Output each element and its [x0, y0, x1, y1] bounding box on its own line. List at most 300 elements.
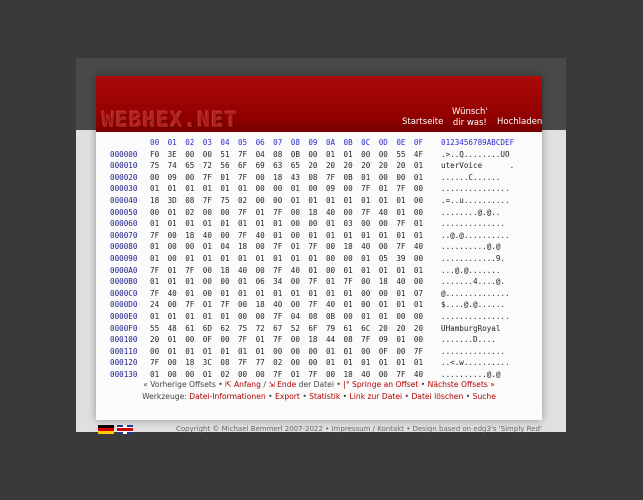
- byte-cell[interactable]: 00: [290, 277, 300, 287]
- byte-cell[interactable]: 40: [413, 369, 424, 379]
- byte-cell[interactable]: 18: [343, 369, 353, 379]
- byte-cell[interactable]: 01: [308, 195, 318, 205]
- byte-cell[interactable]: 01: [343, 346, 353, 356]
- byte-cell[interactable]: 00: [308, 358, 318, 368]
- byte-cell[interactable]: 01: [343, 149, 353, 159]
- site-logo[interactable]: WEBHEX.NET: [102, 108, 239, 132]
- byte-cell[interactable]: 39: [396, 253, 406, 263]
- byte-cell[interactable]: F0: [150, 149, 160, 159]
- byte-cell[interactable]: 01: [396, 335, 406, 345]
- byte-cell[interactable]: 01: [343, 265, 353, 275]
- byte-cell[interactable]: 01: [273, 253, 283, 263]
- byte-cell[interactable]: 01: [255, 335, 265, 345]
- byte-cell[interactable]: 40: [167, 288, 177, 298]
- byte-cell[interactable]: 43: [290, 172, 300, 182]
- byte-cell[interactable]: 01: [255, 288, 265, 298]
- byte-cell[interactable]: 01: [325, 230, 336, 240]
- byte-cell[interactable]: 3E: [167, 149, 177, 159]
- byte-cell[interactable]: 08: [308, 311, 318, 321]
- byte-cell[interactable]: 75: [150, 161, 160, 171]
- tool-search-link[interactable]: Suche: [472, 391, 496, 401]
- byte-cell[interactable]: 40: [255, 230, 265, 240]
- byte-cell[interactable]: 0F: [202, 335, 212, 345]
- byte-cell[interactable]: 00: [396, 172, 406, 182]
- byte-cell[interactable]: 01: [150, 242, 160, 252]
- byte-cell[interactable]: 00: [150, 346, 160, 356]
- byte-cell[interactable]: 00: [237, 300, 248, 310]
- byte-cell[interactable]: 69: [255, 161, 265, 171]
- byte-cell[interactable]: 01: [325, 346, 336, 356]
- byte-cell[interactable]: 00: [150, 172, 160, 182]
- byte-cell[interactable]: 01: [237, 253, 248, 263]
- byte-cell[interactable]: 01: [150, 184, 160, 194]
- byte-cell[interactable]: 01: [273, 288, 283, 298]
- byte-cell[interactable]: 6C: [361, 323, 371, 333]
- byte-cell[interactable]: 01: [378, 300, 388, 310]
- byte-cell[interactable]: 00: [413, 195, 424, 205]
- byte-cell[interactable]: 7F: [237, 335, 248, 345]
- byte-cell[interactable]: 40: [361, 242, 371, 252]
- byte-cell[interactable]: 01: [220, 172, 230, 182]
- byte-cell[interactable]: 01: [185, 346, 195, 356]
- byte-cell[interactable]: 02: [273, 358, 283, 368]
- byte-cell[interactable]: 00: [413, 311, 424, 321]
- byte-cell[interactable]: 40: [290, 265, 300, 275]
- byte-cell[interactable]: 20: [361, 161, 371, 171]
- byte-cell[interactable]: 7F: [237, 172, 248, 182]
- byte-cell[interactable]: 20: [396, 323, 406, 333]
- byte-cell[interactable]: 72: [202, 161, 212, 171]
- byte-cell[interactable]: 3C: [202, 358, 212, 368]
- byte-cell[interactable]: 7F: [308, 369, 318, 379]
- byte-cell[interactable]: 72: [255, 323, 265, 333]
- byte-cell[interactable]: 00: [167, 253, 177, 263]
- byte-cell[interactable]: 20: [325, 161, 336, 171]
- byte-cell[interactable]: 08: [343, 335, 353, 345]
- byte-cell[interactable]: 00: [343, 311, 353, 321]
- byte-cell[interactable]: 01: [343, 288, 353, 298]
- byte-cell[interactable]: 00: [220, 207, 230, 217]
- nav-hochladen[interactable]: Hochladen: [497, 117, 543, 127]
- byte-cell[interactable]: 01: [325, 358, 336, 368]
- byte-cell[interactable]: 01: [378, 195, 388, 205]
- byte-cell[interactable]: 01: [396, 207, 406, 217]
- byte-cell[interactable]: 09: [167, 172, 177, 182]
- byte-cell[interactable]: 00: [290, 335, 300, 345]
- byte-cell[interactable]: 01: [150, 369, 160, 379]
- byte-cell[interactable]: 00: [361, 300, 371, 310]
- byte-cell[interactable]: 01: [167, 265, 177, 275]
- byte-cell[interactable]: 00: [255, 311, 265, 321]
- byte-cell[interactable]: 01: [273, 219, 283, 229]
- byte-cell[interactable]: 00: [343, 184, 353, 194]
- nav-startseite[interactable]: Startseite: [402, 117, 444, 127]
- byte-cell[interactable]: 01: [237, 219, 248, 229]
- prev-offsets-link[interactable]: « Vorherige Offsets: [143, 380, 216, 389]
- byte-cell[interactable]: 00: [308, 184, 318, 194]
- byte-cell[interactable]: 56: [220, 161, 230, 171]
- byte-cell[interactable]: 62: [220, 323, 230, 333]
- byte-cell[interactable]: 01: [413, 219, 424, 229]
- byte-cell[interactable]: 01: [378, 265, 388, 275]
- byte-cell[interactable]: 01: [396, 300, 406, 310]
- byte-cell[interactable]: 00: [413, 207, 424, 217]
- byte-cell[interactable]: 01: [413, 172, 424, 182]
- byte-cell[interactable]: 67: [273, 323, 283, 333]
- byte-cell[interactable]: 00: [290, 207, 300, 217]
- byte-cell[interactable]: 01: [150, 311, 160, 321]
- byte-cell[interactable]: 40: [361, 369, 371, 379]
- byte-cell[interactable]: 08: [273, 149, 283, 159]
- byte-cell[interactable]: 01: [185, 288, 195, 298]
- byte-cell[interactable]: 7F: [220, 300, 230, 310]
- byte-cell[interactable]: 00: [325, 253, 336, 263]
- byte-cell[interactable]: 7F: [273, 369, 283, 379]
- byte-cell[interactable]: 01: [202, 219, 212, 229]
- byte-cell[interactable]: 02: [185, 207, 195, 217]
- byte-cell[interactable]: 18: [237, 242, 248, 252]
- byte-cell[interactable]: 55: [150, 323, 160, 333]
- byte-cell[interactable]: 01: [343, 195, 353, 205]
- byte-cell[interactable]: 01: [237, 277, 248, 287]
- byte-cell[interactable]: 00: [255, 172, 265, 182]
- tool-delete-file-link[interactable]: Datei löschen: [411, 391, 464, 401]
- byte-cell[interactable]: 7F: [273, 311, 283, 321]
- byte-cell[interactable]: 01: [378, 358, 388, 368]
- tool-file-info-link[interactable]: Datei-Informationen: [189, 391, 266, 401]
- byte-cell[interactable]: 20: [308, 161, 318, 171]
- byte-cell[interactable]: 01: [413, 230, 424, 240]
- byte-cell[interactable]: 01: [308, 230, 318, 240]
- byte-cell[interactable]: 6F: [237, 161, 248, 171]
- byte-cell[interactable]: 00: [255, 265, 265, 275]
- byte-cell[interactable]: 00: [361, 149, 371, 159]
- byte-cell[interactable]: 18: [185, 358, 195, 368]
- byte-cell[interactable]: 00: [202, 277, 212, 287]
- byte-cell[interactable]: 01: [361, 265, 371, 275]
- byte-cell[interactable]: 04: [290, 311, 300, 321]
- byte-cell[interactable]: 7F: [308, 277, 318, 287]
- byte-cell[interactable]: 7F: [396, 219, 406, 229]
- byte-cell[interactable]: 07: [413, 288, 424, 298]
- byte-cell[interactable]: 01: [202, 311, 212, 321]
- byte-cell[interactable]: 00: [255, 184, 265, 194]
- byte-cell[interactable]: 01: [185, 184, 195, 194]
- byte-cell[interactable]: 03: [343, 219, 353, 229]
- byte-cell[interactable]: 01: [202, 242, 212, 252]
- byte-cell[interactable]: 00: [325, 369, 336, 379]
- byte-cell[interactable]: 00: [185, 369, 195, 379]
- byte-cell[interactable]: 00: [361, 219, 371, 229]
- byte-cell[interactable]: 02: [237, 195, 248, 205]
- byte-cell[interactable]: 01: [202, 184, 212, 194]
- byte-cell[interactable]: 7F: [361, 207, 371, 217]
- byte-cell[interactable]: 7F: [396, 242, 406, 252]
- byte-cell[interactable]: 0F: [378, 346, 388, 356]
- byte-cell[interactable]: 00: [308, 149, 318, 159]
- byte-cell[interactable]: 01: [290, 253, 300, 263]
- byte-cell[interactable]: 01: [290, 195, 300, 205]
- byte-cell[interactable]: 7F: [237, 149, 248, 159]
- english-flag-icon[interactable]: [117, 425, 133, 434]
- byte-cell[interactable]: 61: [343, 323, 353, 333]
- byte-cell[interactable]: 00: [255, 242, 265, 252]
- byte-cell[interactable]: 00: [361, 288, 371, 298]
- byte-cell[interactable]: 01: [290, 369, 300, 379]
- byte-cell[interactable]: 7F: [150, 230, 160, 240]
- byte-cell[interactable]: 65: [185, 161, 195, 171]
- byte-cell[interactable]: 00: [378, 172, 388, 182]
- byte-cell[interactable]: 74: [167, 161, 177, 171]
- byte-cell[interactable]: 00: [413, 335, 424, 345]
- byte-cell[interactable]: 01: [167, 277, 177, 287]
- byte-cell[interactable]: 7F: [185, 300, 195, 310]
- jump-to-offset-link[interactable]: |° Springe an Offset: [343, 380, 419, 389]
- next-offsets-link[interactable]: Nächste Offsets »: [427, 380, 495, 389]
- byte-cell[interactable]: 00: [202, 288, 212, 298]
- byte-cell[interactable]: 01: [325, 277, 336, 287]
- byte-cell[interactable]: 09: [378, 335, 388, 345]
- byte-cell[interactable]: 20: [413, 323, 424, 333]
- byte-cell[interactable]: 34: [273, 277, 283, 287]
- byte-cell[interactable]: 01: [167, 335, 177, 345]
- byte-cell[interactable]: 04: [255, 149, 265, 159]
- byte-cell[interactable]: 7F: [396, 369, 406, 379]
- byte-cell[interactable]: 6F: [308, 323, 318, 333]
- byte-cell[interactable]: 00: [290, 346, 300, 356]
- byte-cell[interactable]: 40: [413, 242, 424, 252]
- byte-cell[interactable]: 04: [220, 242, 230, 252]
- byte-cell[interactable]: 01: [167, 311, 177, 321]
- byte-cell[interactable]: 01: [167, 346, 177, 356]
- byte-cell[interactable]: 65: [290, 161, 300, 171]
- byte-cell[interactable]: 08: [185, 195, 195, 205]
- byte-cell[interactable]: 7F: [273, 242, 283, 252]
- byte-cell[interactable]: 00: [343, 207, 353, 217]
- byte-cell[interactable]: 18: [273, 172, 283, 182]
- byte-cell[interactable]: 7F: [185, 265, 195, 275]
- byte-cell[interactable]: 52: [290, 323, 300, 333]
- byte-cell[interactable]: 00: [290, 230, 300, 240]
- byte-cell[interactable]: 00: [378, 242, 388, 252]
- byte-cell[interactable]: 79: [325, 323, 336, 333]
- byte-cell[interactable]: 0B: [325, 311, 336, 321]
- byte-cell[interactable]: 40: [325, 207, 336, 217]
- byte-cell[interactable]: 00: [237, 369, 248, 379]
- byte-cell[interactable]: 7F: [237, 230, 248, 240]
- byte-cell[interactable]: 01: [202, 346, 212, 356]
- byte-cell[interactable]: 01: [396, 230, 406, 240]
- byte-cell[interactable]: 01: [220, 219, 230, 229]
- byte-cell[interactable]: 01: [290, 242, 300, 252]
- byte-cell[interactable]: 00: [396, 346, 406, 356]
- byte-cell[interactable]: 05: [378, 253, 388, 263]
- byte-cell[interactable]: 01: [290, 184, 300, 194]
- byte-cell[interactable]: 20: [343, 161, 353, 171]
- byte-cell[interactable]: 75: [237, 323, 248, 333]
- byte-cell[interactable]: 00: [202, 207, 212, 217]
- byte-cell[interactable]: 18: [150, 195, 160, 205]
- byte-cell[interactable]: 51: [220, 149, 230, 159]
- byte-cell[interactable]: 01: [308, 288, 318, 298]
- end-link[interactable]: ⇲ Ende: [268, 380, 297, 389]
- byte-cell[interactable]: 24: [150, 300, 160, 310]
- byte-cell[interactable]: 7F: [237, 358, 248, 368]
- byte-cell[interactable]: 00: [413, 277, 424, 287]
- byte-cell[interactable]: 3D: [167, 195, 177, 205]
- byte-cell[interactable]: 01: [220, 346, 230, 356]
- byte-cell[interactable]: 00: [290, 300, 300, 310]
- byte-cell[interactable]: 7F: [396, 184, 406, 194]
- byte-cell[interactable]: 01: [273, 230, 283, 240]
- nav-wuensch-dir-was[interactable]: Wünsch' dir was!: [452, 107, 488, 128]
- byte-cell[interactable]: 00: [202, 265, 212, 275]
- byte-cell[interactable]: 01: [202, 253, 212, 263]
- byte-cell[interactable]: 7F: [150, 265, 160, 275]
- byte-cell[interactable]: 7F: [325, 172, 336, 182]
- byte-cell[interactable]: 6D: [202, 323, 212, 333]
- german-flag-icon[interactable]: [98, 425, 114, 434]
- byte-cell[interactable]: 01: [413, 265, 424, 275]
- byte-cell[interactable]: 01: [413, 358, 424, 368]
- byte-cell[interactable]: 18: [308, 207, 318, 217]
- byte-cell[interactable]: 7F: [361, 184, 371, 194]
- byte-cell[interactable]: 01: [378, 230, 388, 240]
- byte-cell[interactable]: 77: [255, 358, 265, 368]
- byte-cell[interactable]: 01: [237, 346, 248, 356]
- byte-cell[interactable]: 7F: [273, 335, 283, 345]
- byte-cell[interactable]: 4F: [413, 149, 424, 159]
- byte-cell[interactable]: 01: [185, 253, 195, 263]
- byte-cell[interactable]: 40: [202, 230, 212, 240]
- byte-cell[interactable]: 20: [150, 335, 160, 345]
- byte-cell[interactable]: 01: [396, 358, 406, 368]
- byte-cell[interactable]: 01: [220, 288, 230, 298]
- byte-cell[interactable]: 18: [308, 335, 318, 345]
- byte-cell[interactable]: 61: [185, 323, 195, 333]
- byte-cell[interactable]: 01: [167, 219, 177, 229]
- byte-cell[interactable]: 01: [396, 265, 406, 275]
- byte-cell[interactable]: 01: [185, 219, 195, 229]
- byte-cell[interactable]: 44: [325, 335, 336, 345]
- byte-cell[interactable]: 00: [167, 358, 177, 368]
- byte-cell[interactable]: 7F: [202, 195, 212, 205]
- byte-cell[interactable]: 01: [167, 184, 177, 194]
- byte-cell[interactable]: 01: [220, 253, 230, 263]
- byte-cell[interactable]: 00: [290, 358, 300, 368]
- byte-cell[interactable]: 7F: [150, 288, 160, 298]
- byte-cell[interactable]: 18: [255, 300, 265, 310]
- byte-cell[interactable]: 00: [361, 277, 371, 287]
- byte-cell[interactable]: 01: [361, 172, 371, 182]
- byte-cell[interactable]: 40: [325, 300, 336, 310]
- byte-cell[interactable]: 20: [378, 323, 388, 333]
- byte-cell[interactable]: 18: [378, 277, 388, 287]
- byte-cell[interactable]: 01: [343, 300, 353, 310]
- byte-cell[interactable]: 7F: [237, 207, 248, 217]
- byte-cell[interactable]: 01: [202, 369, 212, 379]
- byte-cell[interactable]: 00: [343, 253, 353, 263]
- byte-cell[interactable]: 08: [220, 358, 230, 368]
- byte-cell[interactable]: 00: [185, 242, 195, 252]
- byte-cell[interactable]: 00: [185, 172, 195, 182]
- byte-cell[interactable]: 01: [150, 253, 160, 263]
- byte-cell[interactable]: 01: [220, 184, 230, 194]
- byte-cell[interactable]: 18: [185, 230, 195, 240]
- byte-cell[interactable]: 09: [325, 184, 336, 194]
- byte-cell[interactable]: 20: [396, 161, 406, 171]
- byte-cell[interactable]: 40: [396, 277, 406, 287]
- byte-cell[interactable]: 7F: [273, 207, 283, 217]
- byte-cell[interactable]: 00: [150, 207, 160, 217]
- byte-cell[interactable]: 00: [220, 230, 230, 240]
- byte-cell[interactable]: 48: [167, 323, 177, 333]
- byte-cell[interactable]: 00: [361, 346, 371, 356]
- byte-cell[interactable]: 18: [343, 242, 353, 252]
- byte-cell[interactable]: 01: [378, 184, 388, 194]
- byte-cell[interactable]: 01: [185, 311, 195, 321]
- byte-cell[interactable]: 01: [220, 311, 230, 321]
- byte-cell[interactable]: 01: [325, 195, 336, 205]
- byte-cell[interactable]: 01: [361, 230, 371, 240]
- byte-cell[interactable]: 00: [378, 219, 388, 229]
- byte-cell[interactable]: 00: [167, 242, 177, 252]
- byte-cell[interactable]: 7F: [413, 346, 424, 356]
- byte-cell[interactable]: 7F: [150, 358, 160, 368]
- byte-cell[interactable]: 00: [378, 149, 388, 159]
- byte-cell[interactable]: 01: [167, 207, 177, 217]
- byte-cell[interactable]: 00: [255, 369, 265, 379]
- byte-cell[interactable]: 00: [202, 149, 212, 159]
- tool-statistics-link[interactable]: Statistik: [309, 391, 341, 401]
- byte-cell[interactable]: 0B: [343, 172, 353, 182]
- byte-cell[interactable]: 00: [255, 195, 265, 205]
- byte-cell[interactable]: 40: [273, 300, 283, 310]
- byte-cell[interactable]: 01: [202, 300, 212, 310]
- byte-cell[interactable]: 63: [273, 161, 283, 171]
- byte-cell[interactable]: 00: [273, 184, 283, 194]
- byte-cell[interactable]: 00: [273, 195, 283, 205]
- byte-cell[interactable]: 01: [290, 288, 300, 298]
- byte-cell[interactable]: 01: [150, 219, 160, 229]
- byte-cell[interactable]: 01: [237, 184, 248, 194]
- byte-cell[interactable]: 08: [308, 172, 318, 182]
- byte-cell[interactable]: 00: [167, 369, 177, 379]
- byte-cell[interactable]: 01: [325, 149, 336, 159]
- byte-cell[interactable]: 01: [361, 358, 371, 368]
- byte-cell[interactable]: 06: [255, 277, 265, 287]
- byte-cell[interactable]: 7F: [308, 300, 318, 310]
- byte-cell[interactable]: 20: [378, 161, 388, 171]
- byte-cell[interactable]: 40: [378, 207, 388, 217]
- byte-cell[interactable]: 00: [167, 300, 177, 310]
- byte-cell[interactable]: 01: [308, 265, 318, 275]
- byte-cell[interactable]: 00: [237, 311, 248, 321]
- byte-cell[interactable]: 02: [220, 369, 230, 379]
- byte-cell[interactable]: 00: [396, 311, 406, 321]
- byte-cell[interactable]: 55: [396, 149, 406, 159]
- byte-cell[interactable]: 7F: [202, 172, 212, 182]
- byte-cell[interactable]: 00: [308, 219, 318, 229]
- byte-cell[interactable]: 01: [413, 161, 424, 171]
- byte-cell[interactable]: 01: [396, 195, 406, 205]
- byte-cell[interactable]: 00: [290, 219, 300, 229]
- byte-cell[interactable]: 7F: [361, 335, 371, 345]
- byte-cell[interactable]: 01: [325, 219, 336, 229]
- byte-cell[interactable]: 7F: [308, 242, 318, 252]
- byte-cell[interactable]: 01: [308, 253, 318, 263]
- byte-cell[interactable]: 00: [378, 288, 388, 298]
